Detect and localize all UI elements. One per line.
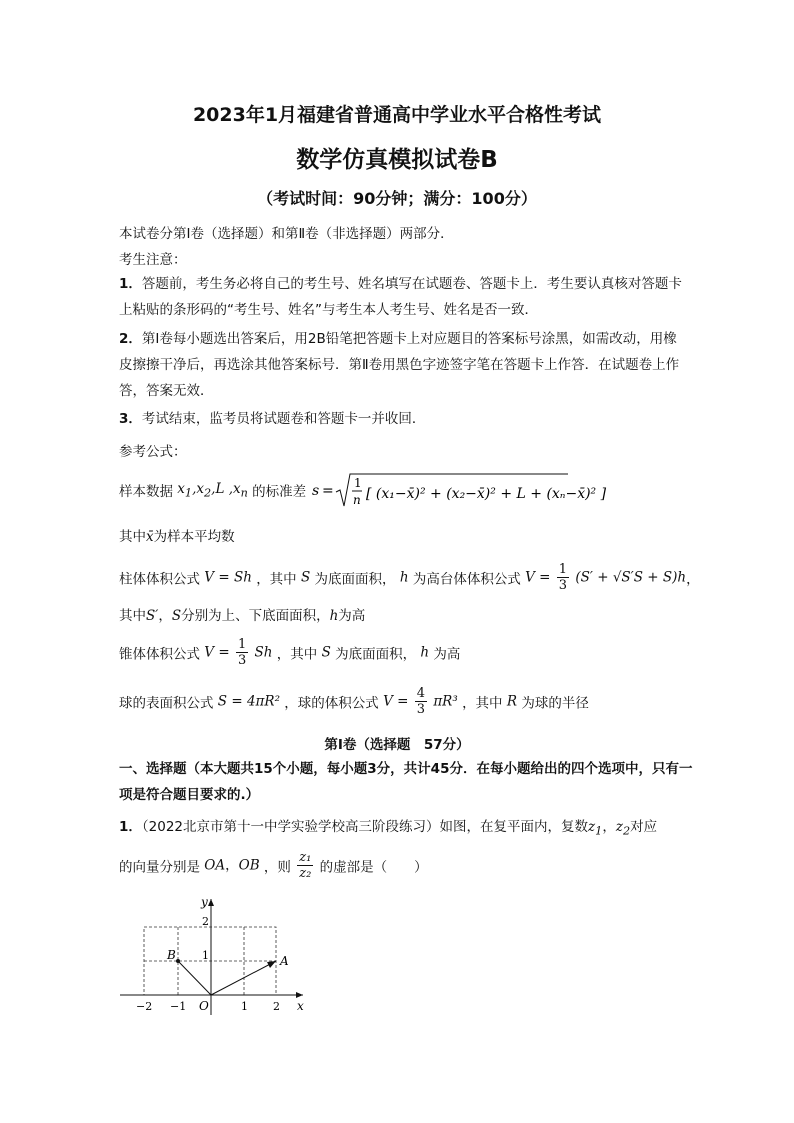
mean-symbol: x̄ xyxy=(146,529,154,545)
fraction-one-third: $\frac{1}{3}$ xyxy=(558,562,568,593)
formula-cone: 锥体体积公式 V = $\frac{1}{3}$ Sh ，其中 S 为底面面积， h 为高 xyxy=(119,637,461,668)
note-number: 2． xyxy=(119,331,142,347)
frustum-note: 其中S′，S分别为上、下底面面积，h为高 xyxy=(119,608,366,624)
note-1: 1．答题前，考生务必将自己的考生号、姓名填写在试题卷、答题卡上．考生要认真核对答题卡上粘贴的条形码的“考生号、姓名”与考生本人考生号、姓名是否一致． xyxy=(119,276,682,318)
y-tick-label: 1 xyxy=(202,949,209,962)
complex-plane-figure xyxy=(115,893,315,1018)
note-number: 3． xyxy=(119,411,142,427)
sample-vars: $x_1,x_2,L$ $,x_n$ xyxy=(177,480,248,500)
formula-std: 样本数据 $x_1,x_2,L$ $,x_n$ 的标准差 s = 1 n [ (x₁−x̄)² + (x₂−x̄)² + L + (xₙ−x̄)² ] xyxy=(119,470,570,510)
x-axis-label: x xyxy=(297,999,304,1013)
intro-line: 本试卷分第Ⅰ卷（选择题）和第Ⅱ卷（非选择题）两部分． xyxy=(119,226,454,242)
svg-text:=: = xyxy=(322,483,335,499)
section-heading: 一、选择题（本大题共15个小题，每小题3分，共计45分．在每小题给出的四个选项中，只有一项是符合题目要求的.） xyxy=(119,761,693,803)
fraction-four-thirds: $\frac{4}{3}$ xyxy=(416,686,426,717)
svg-text:s: s xyxy=(312,483,320,499)
x-tick-label: −1 xyxy=(170,1000,187,1013)
section-title: 第Ⅰ卷（选择题 57分） xyxy=(324,737,470,753)
question-1-line2: 的向量分别是 OA，OB ，则 $\frac{\text{z₁}}{\text{z₂}}$ 的虚部是（ ） xyxy=(119,850,428,881)
x-tick-label: 2 xyxy=(273,1000,280,1013)
note-3: 3．考试结束，监考员将试题卷和答题卡一并收回． xyxy=(119,411,426,427)
svg-text:[ (x₁−x̄)² + (x₂−x̄)² + L + (x: [ (x₁−x̄)² + (x₂−x̄)² + L + (xₙ−x̄)² ] xyxy=(366,486,607,502)
std-formula-svg xyxy=(310,470,607,510)
fraction-z1-z2: $\frac{\text{z₁}}{\text{z₂}}$ xyxy=(299,850,312,881)
y-tick-label: 2 xyxy=(202,915,209,928)
formula-sphere: 球的表面积公式 S = 4πR² ，球的体积公式 V = $\frac{4}{3}$ πR³ ，其中 R 为球的半径 xyxy=(119,686,589,717)
question-1-line1: 1．（2022北京市第十一中学实验学校高三阶段练习）如图，在复平面内，复数$z_1$，$z_2$对应 xyxy=(119,819,658,838)
svg-text:1: 1 xyxy=(354,476,363,490)
x-tick-label: −2 xyxy=(136,1000,153,1013)
mean-note: 其中x̄为样本平均数 xyxy=(119,529,235,545)
point-b-label: B xyxy=(167,948,176,962)
note-number: 1． xyxy=(119,276,142,292)
exam-info: （考试时间：90分钟；满分：100分） xyxy=(257,189,537,208)
svg-text:n: n xyxy=(353,493,362,507)
notice-label: 考生注意： xyxy=(119,252,187,268)
fraction-one-third: $\frac{1}{3}$ xyxy=(237,637,247,668)
note-2: 2．第Ⅰ卷每小题选出答案后，用2B铅笔把答题卡上对应题目的答案标号涂黑，如需改动，用橡皮擦擦干净后，再选涂其他答案标号．第Ⅱ卷用黑色字迹签字笔在答题卡上作答．在试题卷上作答，答案无效． xyxy=(119,331,680,399)
exam-subtitle: 数学仿真模拟试卷B xyxy=(296,147,498,173)
y-axis-label: y xyxy=(201,895,208,909)
origin-label: O xyxy=(199,999,209,1013)
exam-title: 2023年1月福建省普通高中学业水平合格性考试 xyxy=(192,104,602,126)
x-tick-label: 1 xyxy=(241,1000,248,1013)
point-a-label: A xyxy=(280,954,289,968)
formula-prism: 柱体体积公式 V = Sh ，其中 S 为底面面积， h 为高台体体积公式 V = $\frac{1}{3}$ (S′ + √S′S + S)h， xyxy=(119,562,700,593)
formula-label: 参考公式： xyxy=(119,444,187,460)
